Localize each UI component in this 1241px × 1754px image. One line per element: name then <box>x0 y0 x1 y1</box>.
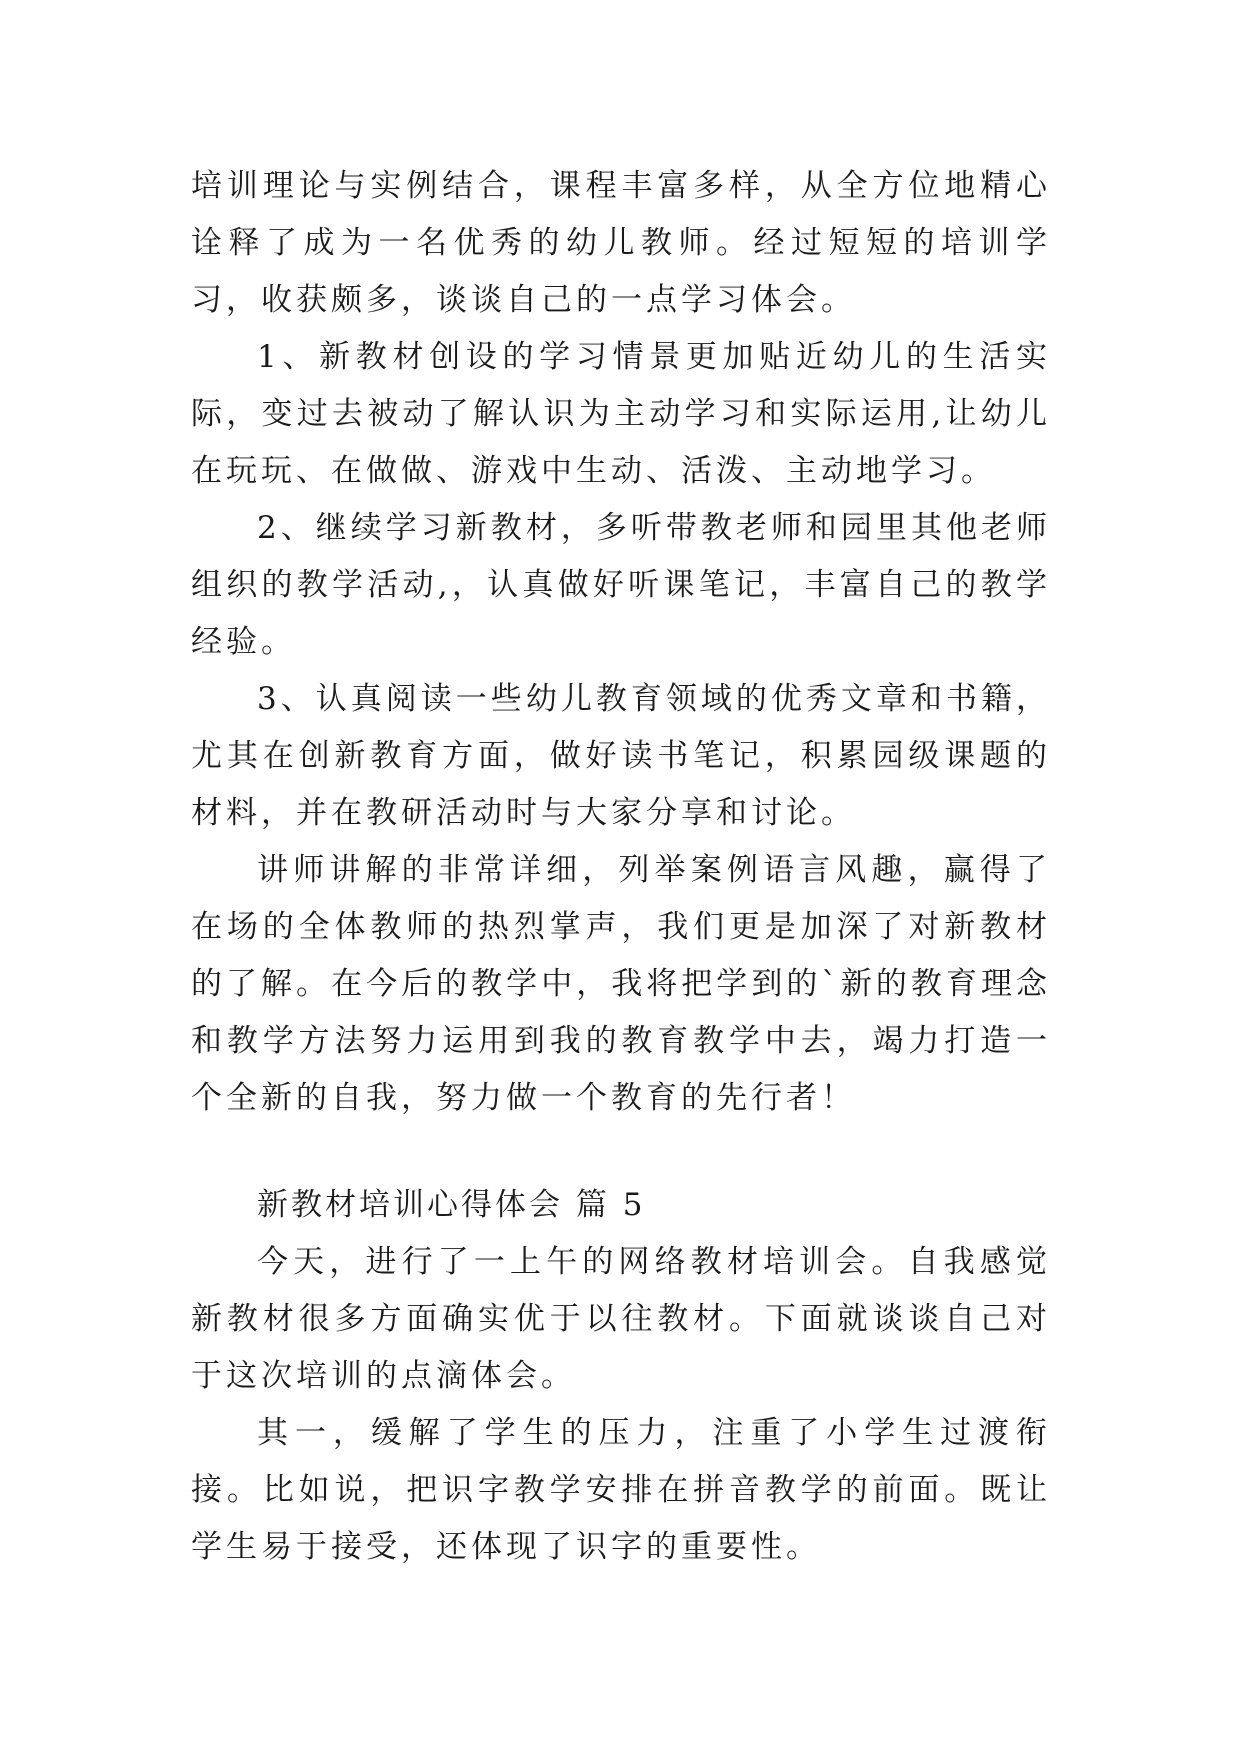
paragraph: 2、继续学习新教材，多听带教老师和园里其他老师组织的教学活动,，认真做好听课笔记，丰富自己的教学经验。 <box>191 510 1051 660</box>
section-spacer <box>191 1127 1051 1177</box>
paragraph: 其一，缓解了学生的压力，注重了小学生过渡衔接。比如说，把识字教学安排在拼音教学的前面。既让学生易于接受，还体现了识字的重要性。 <box>191 1415 1051 1565</box>
paragraph: 3、认真阅读一些幼儿教育领域的优秀文章和书籍，尤其在创新教育方面，做好读书笔记，积累园级课题的材料，并在教研活动时与大家分享和讨论。 <box>191 681 1051 831</box>
section-heading: 新教材培训心得体会 篇 5 <box>257 1187 646 1223</box>
paragraph: 讲师讲解的非常详细，列举案例语言风趣，赢得了在场的全体教师的热烈掌声，我们更是加深了对新教材的了解。在今后的教学中，我将把学到的`新的教育理念和教学方法努力运用到我的教育教学中去，竭力打造一个全新的自我，努力做一个教育的先行者！ <box>191 852 1051 1116</box>
document-body <box>191 158 1051 1576</box>
paragraph: 培训理论与实例结合，课程丰富多样，从全方位地精心诠释了成为一名优秀的幼儿教师。经过短短的培训学习，收获颇多，谈谈自己的一点学习体会。 <box>191 168 1051 318</box>
paragraph: 今天，进行了一上午的网络教材培训会。自我感觉新教材很多方面确实优于以往教材。下面就谈谈自己对于这次培训的点滴体会。 <box>191 1244 1051 1394</box>
paragraph: 1、新教材创设的学习情景更加贴近幼儿的生活实际，变过去被动了解认识为主动学习和实际运用,让幼儿在玩玩、在做做、游戏中生动、活泼、主动地学习。 <box>191 339 1051 489</box>
